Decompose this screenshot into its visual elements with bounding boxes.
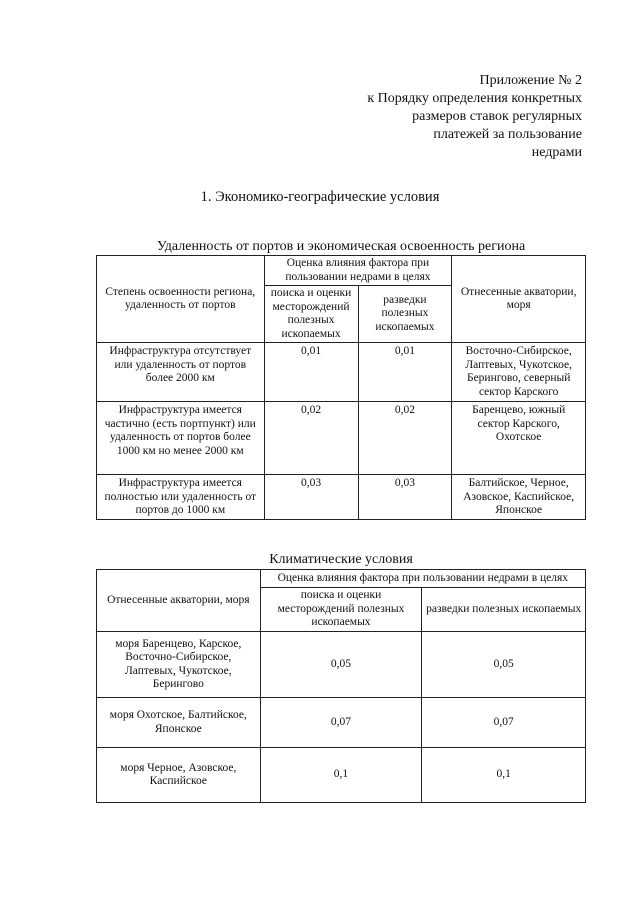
degree-cell: Инфраструктура имеется полностью или удаленность от портов до 1000 км (97, 475, 265, 520)
appendix-line: размеров ставок регулярных (412, 109, 582, 124)
appendix-line: к Порядку определения конкретных (367, 91, 582, 106)
explore-coefficient: 0,01 (358, 343, 452, 402)
search-coefficient: 0,07 (260, 698, 422, 748)
seas-cell: моря Охотское, Балтийское, Японское (97, 698, 261, 748)
explore-coefficient: 0,02 (358, 402, 452, 475)
header-exploration: разведки полезных ископаемых (422, 588, 586, 632)
seas-cell: Баренцево, южный сектор Карского, Охотское (452, 402, 586, 475)
search-coefficient: 0,02 (264, 402, 358, 475)
header-development-degree: Степень освоенности региона, удаленность от портов (97, 256, 265, 343)
explore-coefficient: 0,1 (422, 748, 586, 803)
search-coefficient: 0,03 (264, 475, 358, 520)
appendix-line: недрами (531, 145, 582, 160)
search-coefficient: 0,01 (264, 343, 358, 402)
table-row (97, 748, 586, 803)
search-coefficient: 0,1 (260, 748, 422, 803)
table-row (97, 343, 586, 402)
explore-coefficient: 0,07 (422, 698, 586, 748)
seas-cell: Балтийское, Черное, Азовское, Каспийское, Японское (452, 475, 586, 520)
table1-caption: Удаленность от портов и экономическая освоенность региона (156, 239, 526, 254)
table-row (97, 698, 586, 748)
search-coefficient: 0,05 (260, 632, 422, 698)
header-factor-assessment: Оценка влияния фактора при пользовании недрами в целях (264, 256, 452, 286)
seas-cell: моря Черное, Азовское, Каспийское (97, 748, 261, 803)
table2-caption: Климатические условия (269, 552, 413, 567)
degree-cell: Инфраструктура отсутствует или удаленность от портов более 2000 км (97, 343, 265, 402)
header-search-evaluation: поиска и оценки месторождений полезных ископаемых (260, 588, 422, 632)
header-assigned-seas: Отнесенные акватории, моря (452, 256, 586, 343)
climate-conditions-table (96, 569, 586, 803)
header-search-evaluation: поиска и оценки месторождений полезных ископаемых (264, 286, 358, 343)
header-assigned-seas: Отнесенные акватории, моря (97, 570, 261, 632)
seas-cell: Восточно-Сибирское, Лаптевых, Чукотское, Берингово, северный сектор Карского (452, 343, 586, 402)
appendix-header (322, 72, 582, 162)
explore-coefficient: 0,03 (358, 475, 452, 520)
table-row (97, 475, 586, 520)
table-row (97, 632, 586, 698)
degree-cell: Инфраструктура имеется частично (есть портпункт) или удаленность от портов более 1000 км но менее 2000 км (97, 402, 265, 475)
header-factor-assessment: Оценка влияния фактора при пользовании недрами в целях (260, 570, 585, 588)
appendix-line: платежей за пользование (433, 127, 582, 142)
explore-coefficient: 0,05 (422, 632, 586, 698)
table-row (97, 402, 586, 475)
appendix-line: Приложение № 2 (479, 73, 582, 88)
seas-cell: моря Баренцево, Карское, Восточно-Сибирское, Лаптевых, Чукотское, Берингово (97, 632, 261, 698)
header-exploration: разведки полезных ископаемых (358, 286, 452, 343)
section-title: 1. Экономико-географические условия (200, 189, 440, 205)
ports-infrastructure-table (96, 255, 586, 520)
